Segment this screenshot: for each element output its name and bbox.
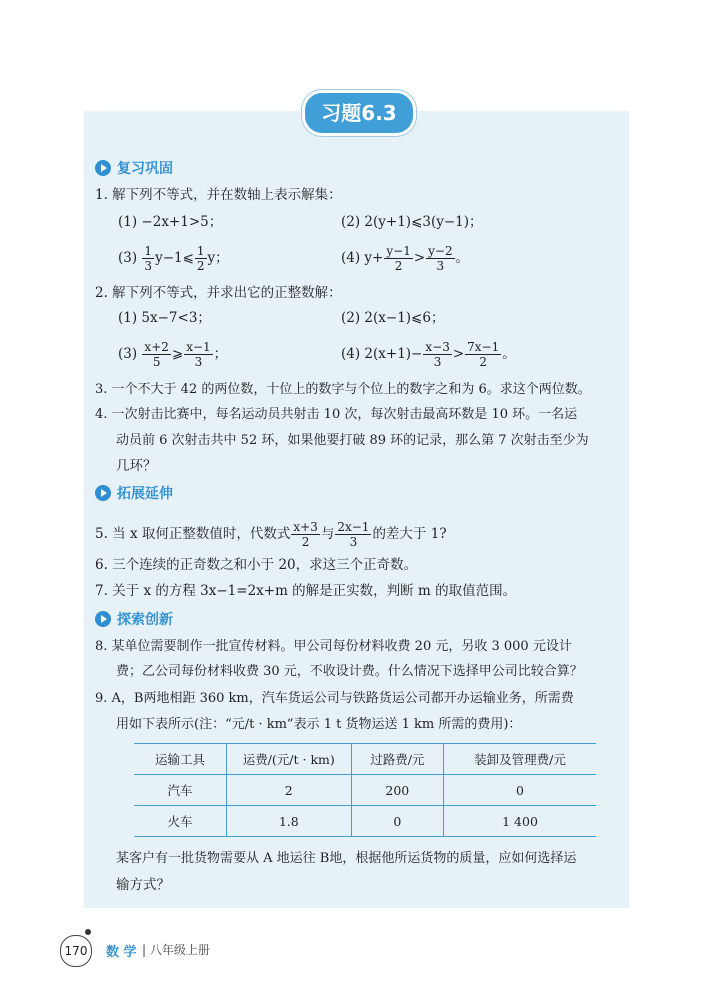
section-extension [95, 485, 173, 503]
grade-label: | 八年级上册 [142, 943, 210, 957]
table-row [134, 806, 596, 837]
play-arrow-icon [95, 160, 111, 176]
table-header-row [134, 744, 596, 775]
q8-line1: 8. 某单位需要制作一批宣传材料。甲公司每份材料收费 20 元，另收 3 000 元设计 [95, 639, 572, 654]
q1-b: (2) 2(y+1)⩽3(y−1)； [341, 214, 483, 230]
exercise-title: 习题6.3 [302, 90, 416, 136]
decor-dot-icon [85, 929, 91, 935]
q9-line3: 某客户有一批货物需要从 A 地运往 B地，根据他所运货物的质量，应如何选择运 [116, 851, 577, 866]
play-arrow-icon [95, 485, 111, 501]
play-arrow-icon [95, 611, 111, 627]
q2-d: (4) 2(x+1)− $\frac{x-3}{3}$ > $\frac{7x-1}{2}$ 。 [341, 340, 516, 369]
q2-b: (2) 2(x−1)⩽6； [341, 310, 445, 326]
fee-table [134, 743, 596, 837]
q1-stem: 1. 解下列不等式，并在数轴上表示解集： [95, 187, 342, 203]
section-label: 拓展延伸 [117, 486, 173, 502]
column-header: 运费/(元/t · km) [226, 744, 351, 775]
q1-d: (4) y+ $\frac{y-1}{2}$ > $\frac{y-2}{3}$ 。 [341, 244, 470, 273]
q2-c: (3) $\frac{x+2}{5}$ ⩾ $\frac{x-1}{3}$ ； [118, 340, 228, 369]
table-cell: 0 [444, 775, 596, 806]
q1-a: (1) −2x+1>5； [118, 214, 223, 230]
column-header: 装卸及管理费/元 [444, 744, 596, 775]
q2-stem: 2. 解下列不等式，并求出它的正整数解： [95, 285, 342, 301]
q8-line2: 费；乙公司每份材料收费 30 元，不收设计费。什么情况下选择甲公司比较合算？ [116, 664, 583, 679]
page-number: 170 [60, 935, 92, 967]
column-header: 过路费/元 [351, 744, 443, 775]
section-label: 复习巩固 [117, 161, 173, 177]
q9-line2: 用如下表所示(注：“元/t · km”表示 1 t 货物运送 1 km 所需的费用)： [116, 717, 522, 732]
table-cell: 200 [351, 775, 443, 806]
table-cell: 1 400 [444, 806, 596, 837]
q4-line1: 4. 一次射击比赛中，每名运动员共射击 10 次，每次射击最高环数是 10 环。一名运 [95, 407, 578, 422]
q5: 5. 当 x 取何正整数值时，代数式 $\frac{x+3}{2}$ 与 $\frac{2x-1}{3}$ 的差大于 1? [95, 520, 447, 549]
q3: 3. 一个不大于 42 的两位数，十位上的数字与个位上的数字之和为 6。求这个两位数。 [95, 382, 591, 397]
section-review [95, 160, 173, 178]
table-row [134, 775, 596, 806]
q4-line3: 几环？ [116, 458, 157, 474]
subject-label: 数 学 [106, 945, 137, 960]
q7: 7. 关于 x 的方程 3x−1=2x+m 的解是正实数，判断 m 的取值范围。 [95, 583, 517, 599]
section-exploration [95, 611, 173, 629]
table-cell: 汽车 [134, 775, 226, 806]
q4-line2: 动员前 6 次射击共中 52 环，如果他要打破 89 环的记录，那么第 7 次射击至少为 [116, 433, 589, 448]
q1-c: (3) $\frac{1}{3}$ y−1⩽ $\frac{1}{2}$ y； [118, 244, 229, 273]
table-cell: 2 [226, 775, 351, 806]
table-cell: 1.8 [226, 806, 351, 837]
q9-line1: 9. A，B两地相距 360 km，汽车货运公司与铁路货运公司都开办运输业务，所需费 [95, 691, 574, 706]
table-cell: 火车 [134, 806, 226, 837]
section-label: 探索创新 [117, 612, 173, 628]
q9-line4: 输方式？ [116, 877, 170, 893]
table-cell: 0 [351, 806, 443, 837]
column-header: 运输工具 [134, 744, 226, 775]
q6: 6. 三个连续的正奇数之和小于 20，求这三个正奇数。 [95, 557, 418, 573]
q2-a: (1) 5x−7<3； [118, 310, 211, 326]
